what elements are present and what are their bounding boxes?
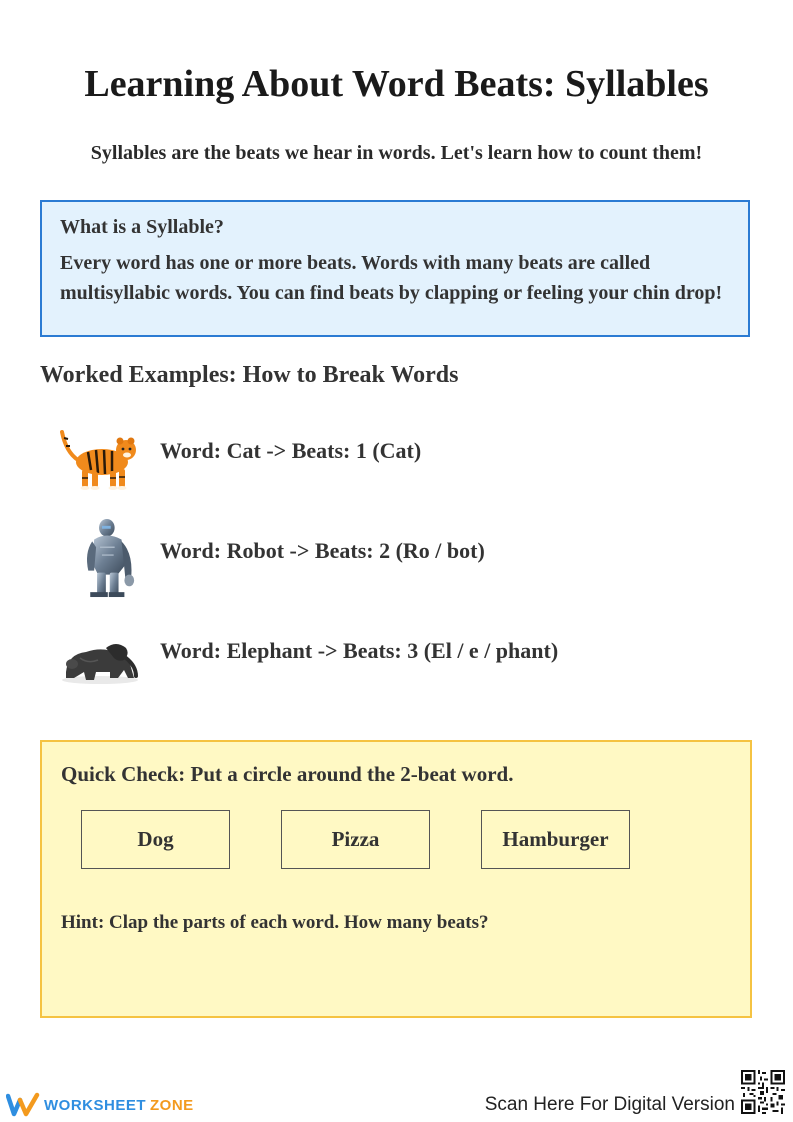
quiz-question: Quick Check: Put a circle around the 2-beat word. bbox=[61, 762, 514, 786]
quick-check-box bbox=[40, 740, 752, 1018]
qr-code-icon[interactable] bbox=[741, 1070, 785, 1114]
worksheet-zone-logo[interactable] bbox=[6, 1090, 194, 1120]
quiz-hint: Hint: Clap the parts of each word. How many beats? bbox=[61, 912, 489, 933]
scan-caption: Scan Here For Digital Version bbox=[484, 1094, 735, 1115]
logo-word-worksheet: WORKSHEET bbox=[44, 1096, 146, 1114]
choice-dog[interactable]: Dog bbox=[81, 810, 230, 869]
page-subtitle: Syllables are the beats we hear in words. Let's learn how to count them! bbox=[90, 142, 703, 164]
elephant-icon bbox=[60, 618, 140, 698]
example-row-robot bbox=[60, 518, 760, 598]
example-row-cat bbox=[60, 420, 760, 500]
choice-pizza[interactable]: Pizza bbox=[281, 810, 430, 869]
choice-hamburger[interactable]: Hamburger bbox=[481, 810, 630, 869]
info-heading: What is a Syllable? bbox=[60, 216, 224, 238]
page-title: Learning About Word Beats: Syllables bbox=[84, 63, 709, 105]
examples-heading: Worked Examples: How to Break Words bbox=[40, 362, 459, 388]
info-body: Every word has one or more beats. Words with many beats are called multisyllabic words. You can find beats by clapping or feeling your chin drop! bbox=[60, 252, 723, 304]
logo-w-icon bbox=[6, 1092, 40, 1118]
logo-word-zone: ZONE bbox=[150, 1096, 194, 1114]
example-text-elephant: Word: Elephant -> Beats: 3 (El / e / phant) bbox=[160, 638, 559, 663]
syllable-info-box bbox=[40, 200, 750, 337]
tiger-icon bbox=[60, 420, 140, 500]
example-text-cat: Word: Cat -> Beats: 1 (Cat) bbox=[160, 438, 422, 463]
example-text-robot: Word: Robot -> Beats: 2 (Ro / bot) bbox=[160, 538, 485, 563]
robot-icon bbox=[60, 518, 140, 598]
example-row-elephant bbox=[60, 618, 760, 698]
